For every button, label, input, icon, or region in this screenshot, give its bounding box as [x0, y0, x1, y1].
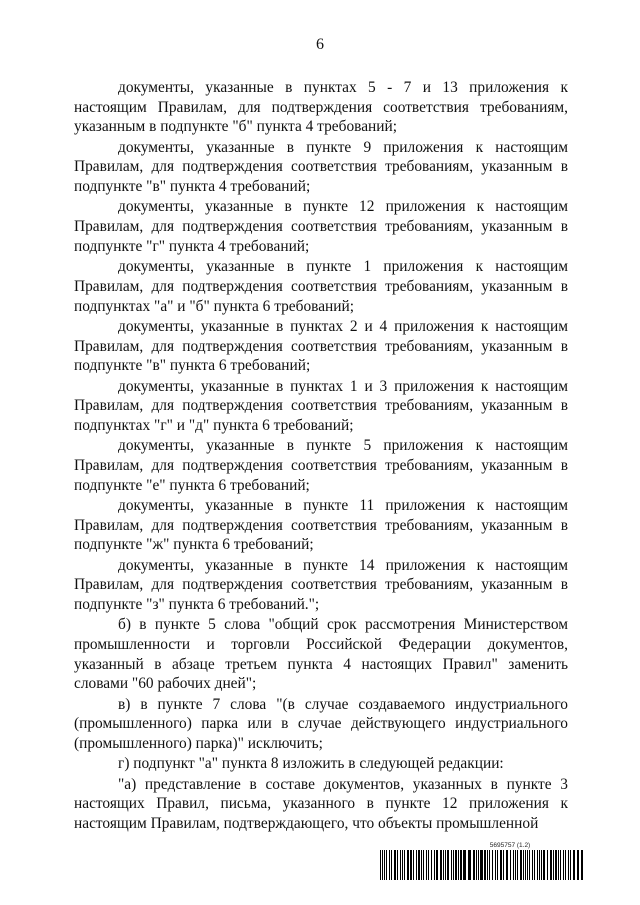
paragraph: "а) представление в составе документов, указанных в пункте 3 настоящих Правил, письма, указанного в пункте 12 приложения к настоящим Правилам, подтверждающего, что объекты промышленной — [74, 775, 568, 833]
paragraph: б) в пункте 5 слова "общий срок рассмотрения Министерством промышленности и торговли Российской Федерации документов, указанный в абзаце третьем пункта 4 настоящих Правил" заменить словами "60 рабочих дней"; — [74, 616, 568, 693]
paragraph: г) подпункт "а" пункта 8 изложить в следующей редакции: — [118, 755, 504, 773]
document-footer — [380, 842, 586, 880]
page-number: 6 — [316, 36, 324, 53]
paragraph: документы, указанные в пункте 1 приложения к настоящим Правилам, для подтверждения соответствия требованиям, указанным в подпунктах "а" и "б" пункта 6 требований; — [74, 258, 568, 315]
paragraph: документы, указанные в пункте 12 приложения к настоящим Правилам, для подтверждения соответствия требованиям, указанным в подпункте "г" пункта 4 требований; — [74, 198, 568, 255]
barcode-icon — [380, 850, 586, 880]
document-id: 5695757 (1.2) — [489, 842, 531, 849]
paragraph: документы, указанные в пунктах 5 - 7 и 13 приложения к настоящим Правилам, для подтверждения соответствия требованиям, указанным в подпункте "б" пункта 4 требований; — [74, 79, 568, 136]
paragraph: в) в пункте 7 слова "(в случае создаваемого индустриального (промышленного) парка или в случае действующего индустриального (промышленного) парка)" исключить; — [74, 695, 568, 753]
paragraph: документы, указанные в пункте 14 приложения к настоящим Правилам, для подтверждения соответствия требованиям, указанным в подпункте "з" пункта 6 требований."; — [74, 556, 568, 614]
paragraph: документы, указанные в пунктах 1 и 3 приложения к настоящим Правилам, для подтверждения соответствия требованиям, указанным в подпунктах "г" и "д" пункта 6 требований; — [74, 377, 568, 434]
paragraph: документы, указанные в пункте 9 приложения к настоящим Правилам, для подтверждения соответствия требованиям, указанным в подпункте "в" пункта 4 требований; — [74, 138, 568, 196]
body-text — [74, 78, 568, 834]
paragraph: документы, указанные в пунктах 2 и 4 приложения к настоящим Правилам, для подтверждения соответствия требованиям, указанным в подпункте "в" пункта 6 требований; — [74, 317, 568, 375]
paragraph: документы, указанные в пункте 11 приложения к настоящим Правилам, для подтверждения соответствия требованиям, указанным в подпункте "ж" пункта 6 требований; — [74, 496, 568, 554]
paragraph: документы, указанные в пункте 5 приложения к настоящим Правилам, для подтверждения соответствия требованиям, указанным в подпункте "е" пункта 6 требований; — [74, 437, 568, 494]
